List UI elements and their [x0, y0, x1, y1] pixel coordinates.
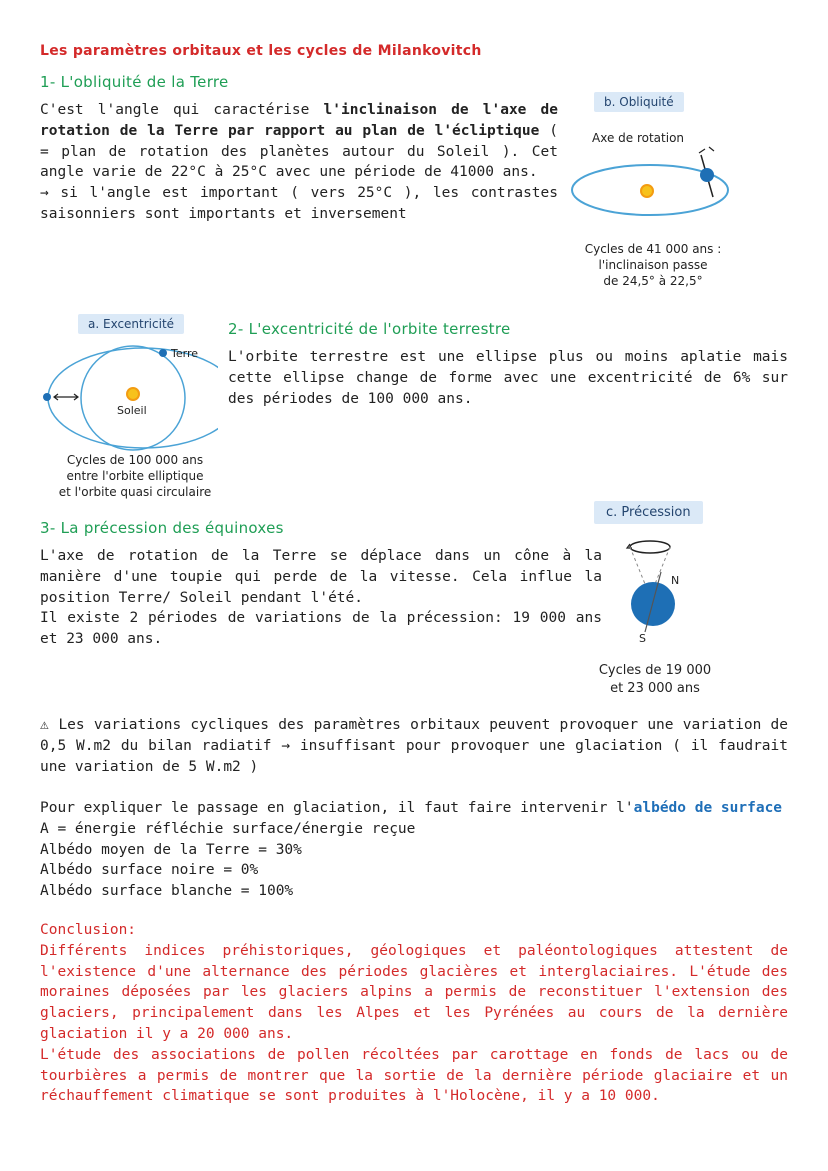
- section1-text-bold: l'inclinaison de l'axe de rotation de la Terre par rapport au plan de l'écliptique: [40, 102, 558, 139]
- caption-line: et 23 000 ans: [610, 681, 700, 696]
- caption-line: Cycles de 41 000 ans :: [584, 242, 722, 256]
- albedo-line: Albédo surface noire = 0%: [40, 862, 259, 879]
- conclusion-text-a: Différents indices préhistoriques, géologiques et paléontologiques attestent de l'existence d'une alternance des périodes glacières et interglaciaires. L'étude des moraines déposées par les glaciers alpins a permis de reconstituer l'extension des glaciers, principalement dans les Alpes et les Pyrénées au cours de la dernière glaciation il y a 20 000 ans.: [40, 942, 788, 1042]
- figure-precession-caption: [590, 662, 720, 698]
- caption-line: et l'orbite quasi circulaire: [58, 485, 212, 499]
- section3-text: [40, 546, 602, 650]
- precession-diagram: [615, 532, 705, 650]
- page-title: Les paramètres orbitaux et les cycles de Milankovitch: [40, 43, 482, 59]
- earth-icon: [700, 168, 714, 182]
- conclusion-heading: Conclusion:: [40, 922, 137, 938]
- south-label: S: [639, 632, 646, 645]
- figure-eccentricity-label: a. Excentricité: [78, 314, 184, 334]
- figure-obliquity-label: b. Obliquité: [594, 92, 684, 112]
- caption-line: Cycles de 100 000 ans: [66, 453, 204, 467]
- section3-heading: 3- La précession des équinoxes: [40, 519, 284, 537]
- section1-text-c: → si l'angle est important ( vers 25°C ), les contrastes saisonniers sont importants et inversement: [40, 185, 558, 222]
- double-arrow-icon: [54, 394, 78, 400]
- warning-text: [40, 715, 788, 777]
- section2-heading: 2- L'excentricité de l'orbite terrestre: [228, 320, 511, 338]
- conclusion-text-b: L'étude des associations de pollen récoltées par carottage en fonds de lacs ou de tourbières a permis de montrer que la sortie de la dernière période glaciaire et un réchauffement climatique se sont produites à l'Holocène, il y a 10 000.: [40, 1046, 788, 1105]
- arrow-icon: [699, 147, 714, 153]
- albedo-block: [40, 798, 788, 902]
- eccentricity-diagram: [38, 338, 218, 453]
- rotation-axis-label: Axe de rotation: [592, 131, 685, 145]
- cone-ellipse: [630, 541, 670, 553]
- albedo-line: Albédo surface blanche = 100%: [40, 883, 294, 900]
- caption-line: l'inclinaison passe: [598, 258, 708, 272]
- section3-text-a: L'axe de rotation de la Terre se déplace dans un cône à la manière d'une toupie qui perde de la vitesse. Cela influe la position Terre/ Soleil pendant l'été.: [40, 548, 602, 606]
- obliquity-diagram: [565, 145, 745, 220]
- caption-line: Cycles de 19 000: [598, 663, 712, 678]
- sun-label: Soleil: [117, 404, 147, 417]
- section3-text-b: Il existe 2 périodes de variations de la précession: 19 000 ans et 23 000 ans.: [40, 610, 602, 648]
- figure-eccentricity-caption: [45, 452, 225, 500]
- section1-text-a: C'est l'angle qui caractérise: [40, 102, 324, 118]
- conclusion-block: [40, 920, 788, 1107]
- section1-text-b: ( = plan de rotation des planètes autour du Soleil ). Cet angle varie de 22°C à 25°C avec une période de 41000 ans.: [40, 122, 558, 181]
- albedo-line: Albédo moyen de la Terre = 30%: [40, 841, 302, 858]
- figure-obliquity-caption: [568, 241, 738, 289]
- albedo-highlight: albédo de surface: [633, 800, 783, 816]
- caption-line: de 24,5° à 22,5°: [603, 274, 703, 288]
- section1-text: [40, 100, 558, 225]
- warning-paragraph: ⚠ Les variations cycliques des paramètres orbitaux peuvent provoquer une variation de 0,5 W.m2 du bilan radiatif → insuffisant pour provoquer une glaciation ( il faudrait une variation de 5 W.m2 ): [40, 717, 788, 775]
- section1-heading: 1- L'obliquité de la Terre: [40, 73, 229, 91]
- albedo-line: A = énergie réfléchie surface/énergie reçue: [40, 820, 416, 837]
- earth-icon: [159, 349, 167, 357]
- albedo-intro: Pour expliquer le passage en glaciation, il faut faire intervenir l': [40, 800, 634, 816]
- section2-text-body: L'orbite terrestre est une ellipse plus ou moins aplatie mais cette ellipse change de forme avec une excentricité de 6% sur des périodes de 100 000 ans.: [228, 349, 788, 407]
- sun-icon: [127, 388, 139, 400]
- section2-text: [228, 347, 788, 409]
- caption-line: entre l'orbite elliptique: [66, 469, 204, 483]
- earth-label: Terre: [171, 347, 198, 360]
- figure-precession-label: c. Précession: [594, 501, 703, 524]
- north-label: N: [671, 574, 680, 587]
- sun-icon: [641, 185, 653, 197]
- earth-icon: [43, 393, 51, 401]
